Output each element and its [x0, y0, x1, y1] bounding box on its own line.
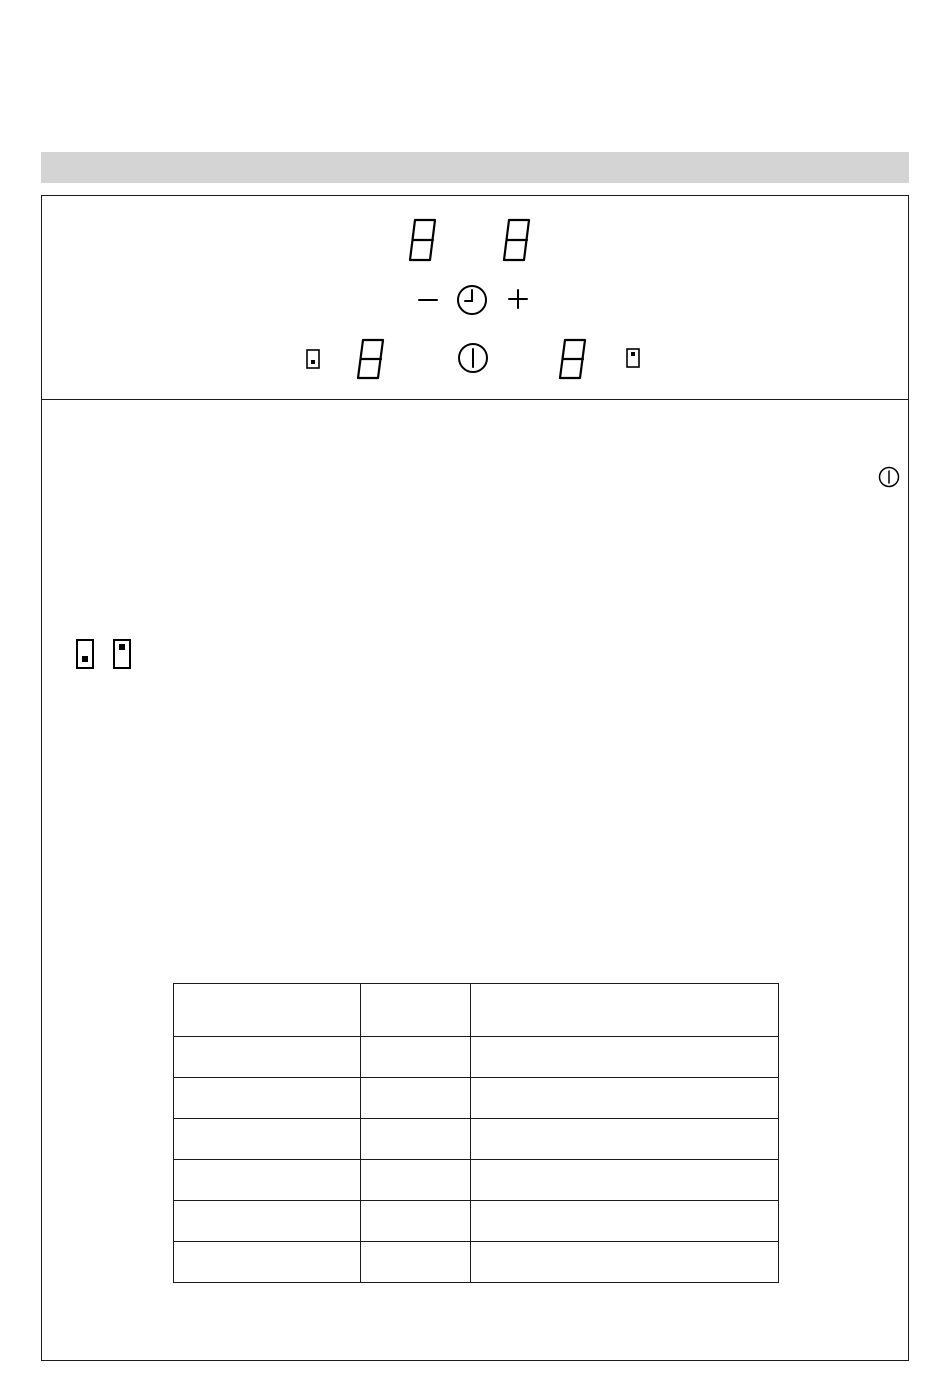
settings-table [173, 983, 779, 1283]
table-header-cell [361, 984, 471, 1037]
table-cell [471, 1037, 779, 1078]
table-header-cell [471, 984, 779, 1037]
seven-segment-digit [502, 217, 532, 263]
table-cell [361, 1037, 471, 1078]
table-cell [174, 1037, 361, 1078]
timer-minus-button[interactable] [417, 289, 439, 311]
table-cell [361, 1160, 471, 1201]
table-header-cell [174, 984, 361, 1037]
table-cell [471, 1201, 779, 1242]
control-panel-diagram [41, 195, 909, 400]
timer-display-left [408, 217, 438, 263]
table-cell [471, 1119, 779, 1160]
power-button[interactable] [457, 342, 489, 374]
clock-icon [456, 284, 488, 316]
table-cell [471, 1242, 779, 1283]
table-row [174, 1119, 779, 1160]
table-cell [361, 1119, 471, 1160]
power-icon [457, 342, 489, 374]
table-cell [471, 1160, 779, 1201]
zone-display-left [356, 337, 386, 381]
table-cell [174, 1242, 361, 1283]
timer-display-right [502, 217, 532, 263]
table-header-row [174, 984, 779, 1037]
zone-rear-icon [113, 639, 131, 669]
zone-rear-symbol [113, 639, 131, 669]
zone-rear-select-button[interactable] [626, 348, 640, 368]
seven-segment-digit [408, 217, 438, 263]
table-cell [361, 1078, 471, 1119]
table-cell [174, 1160, 361, 1201]
table-cell [471, 1078, 779, 1119]
zone-display-right [558, 337, 588, 381]
table-cell [174, 1078, 361, 1119]
timer-button[interactable] [456, 284, 488, 316]
zone-front-icon [306, 349, 320, 369]
minus-icon [417, 289, 439, 311]
plus-icon [507, 288, 529, 310]
zone-front-icon [76, 639, 94, 669]
table-row [174, 1078, 779, 1119]
seven-segment-digit [558, 337, 588, 381]
timer-plus-button[interactable] [507, 288, 529, 310]
table-row [174, 1201, 779, 1242]
zone-front-select-button[interactable] [306, 349, 320, 369]
table-row [174, 1037, 779, 1078]
zone-front-symbol [76, 639, 94, 669]
table-cell [361, 1201, 471, 1242]
table-cell [174, 1119, 361, 1160]
seven-segment-digit [356, 337, 386, 381]
table-cell [174, 1201, 361, 1242]
table-row [174, 1160, 779, 1201]
table-row [174, 1242, 779, 1283]
table-cell [361, 1242, 471, 1283]
power-icon [878, 466, 900, 488]
section-header-bar [41, 152, 909, 183]
power-symbol [878, 466, 900, 488]
zone-rear-icon [626, 348, 640, 368]
